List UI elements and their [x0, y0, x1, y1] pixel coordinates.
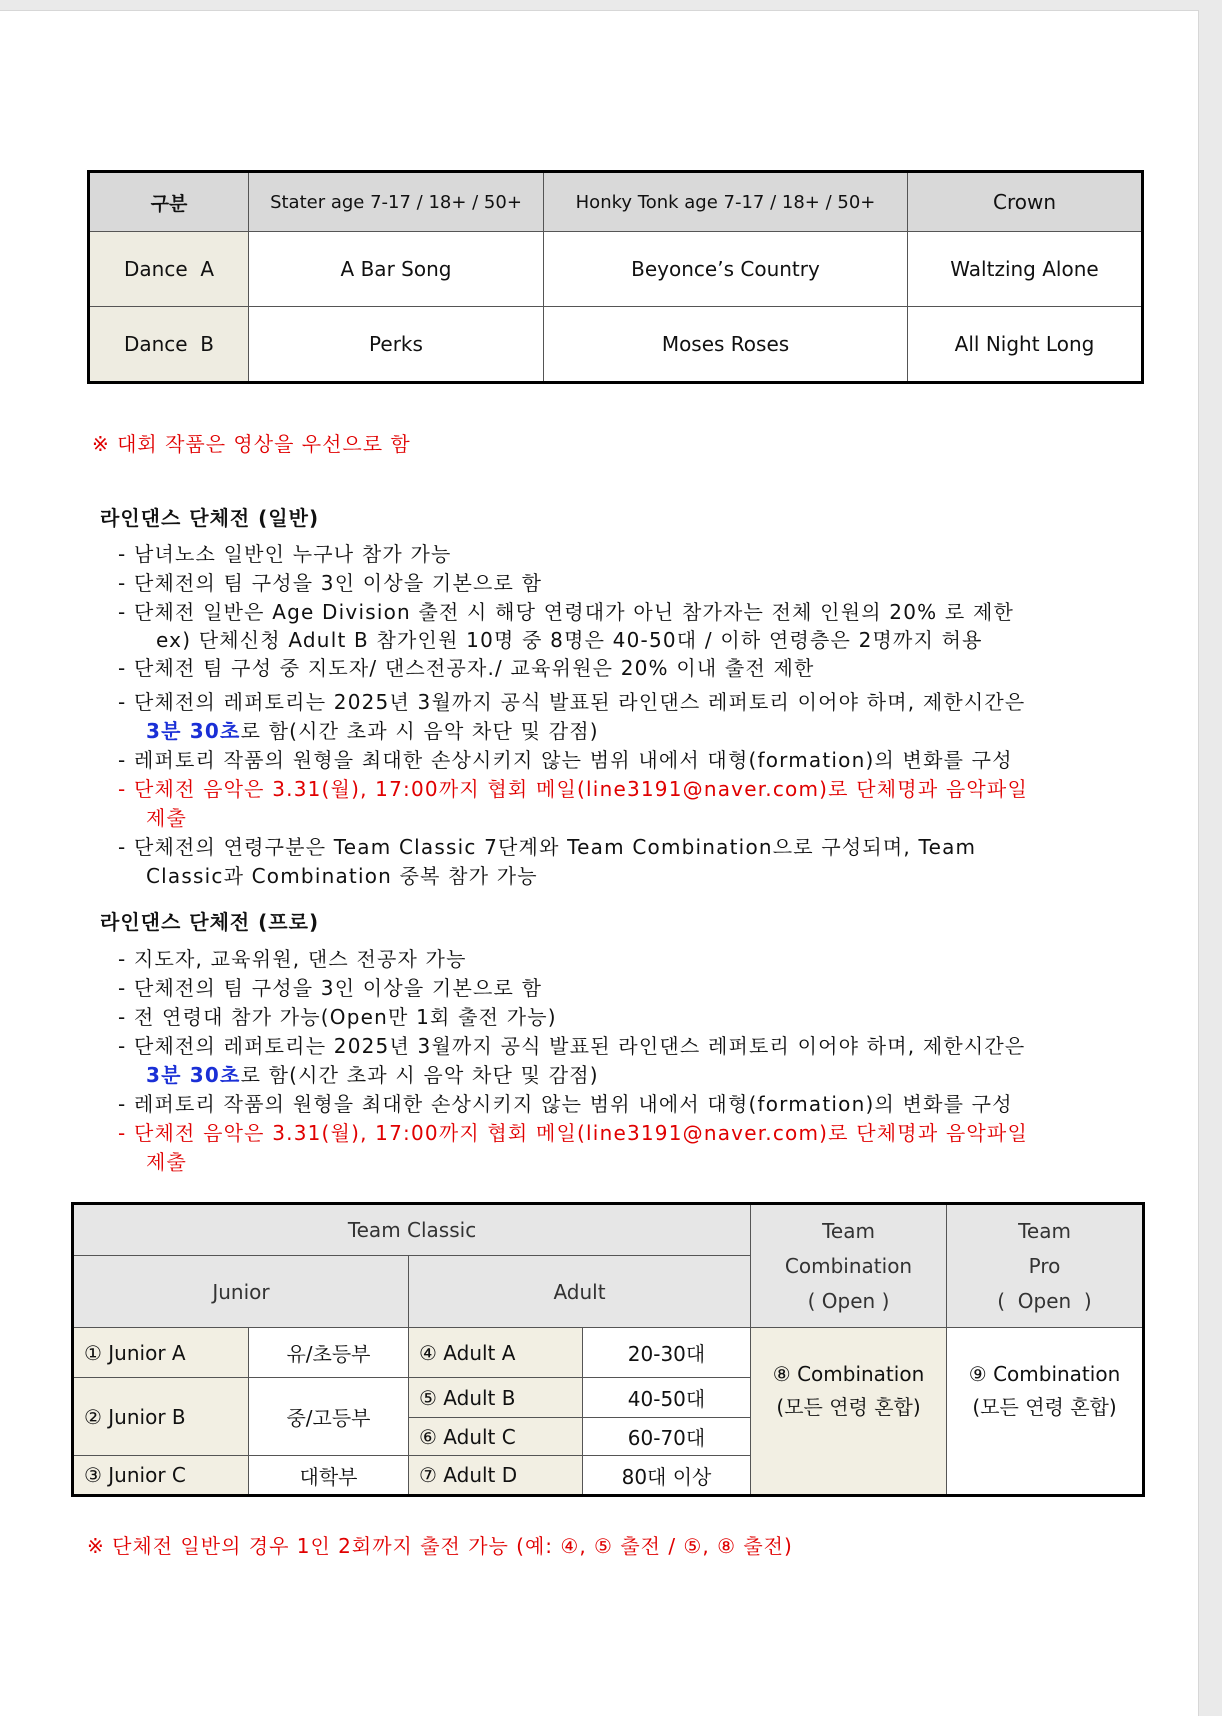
team-classic-header: Team Classic [73, 1204, 751, 1256]
list-item: - 단체전의 연령구분은 Team Classic 7단계와 Team Combination으로 구성되며, Team Classic과 Combination 중복 참가 가능 [118, 835, 977, 888]
list-item: - 단체전의 팀 구성을 3인 이상을 기본으로 함 [118, 571, 543, 595]
song-cell: A Bar Song [249, 232, 544, 307]
junior-division: ① Junior A [73, 1328, 249, 1378]
table-row [89, 232, 1143, 307]
song-cell: Moses Roses [544, 307, 908, 383]
list-item: - 전 연령대 참가 가능(Open만 1회 출전 가능) [118, 1005, 557, 1029]
section-title-pro: 라인댄스 단체전 (프로) [100, 910, 320, 934]
list-item: - 레퍼토리 작품의 원형을 최대한 손상시키지 않는 범위 내에서 대형(formation)의 변화를 구성 [118, 1092, 1013, 1116]
row-label: Dance A [89, 232, 249, 307]
video-note: ※ 대회 작품은 영상을 우선으로 함 [92, 432, 411, 456]
pro-rules-list [118, 945, 1148, 1177]
list-item: - 지도자, 교육위원, 댄스 전공자 가능 [118, 947, 467, 971]
list-item: - 단체전 음악은 3.31(월), 17:00까지 협회 메일(line3191@naver.com)로 단체명과 음악파일 제출 [118, 777, 1028, 830]
song-cell: Beyonce’s Country [544, 232, 908, 307]
header-crown: Crown [908, 172, 1143, 232]
junior-group: 유/초등부 [249, 1328, 409, 1378]
list-item: - 레퍼토리 작품의 원형을 최대한 손상시키지 않는 범위 내에서 대형(formation)의 변화를 구성 [118, 748, 1013, 772]
team-combination-header: Team Combination ( Open ) [751, 1204, 947, 1328]
song-cell: Perks [249, 307, 544, 383]
header-honky-tonk: Honky Tonk age 7-17 / 18+ / 50+ [544, 172, 908, 232]
song-cell: All Night Long [908, 307, 1143, 383]
list-item: - 단체전의 팀 구성을 3인 이상을 기본으로 함 [118, 976, 543, 1000]
combination-cell: ⑧ Combination (모든 연령 혼합) [751, 1328, 947, 1496]
song-table [87, 170, 1144, 384]
adult-age: 40-50대 [583, 1378, 751, 1418]
list-item: - 단체전의 레퍼토리는 2025년 3월까지 공식 발표된 라인댄스 레퍼토리 이어야 하며, 제한시간은 3분 30초로 함(시간 초과 시 음악 차단 및 감점) [118, 690, 1026, 743]
adult-age: 20-30대 [583, 1328, 751, 1378]
adult-age: 60-70대 [583, 1418, 751, 1456]
adult-division: ④ Adult A [409, 1328, 583, 1378]
table-row [89, 307, 1143, 383]
adult-division: ⑤ Adult B [409, 1378, 583, 1418]
row-label: Dance B [89, 307, 249, 383]
header-category: 구분 [89, 172, 249, 232]
header-stater: Stater age 7-17 / 18+ / 50+ [249, 172, 544, 232]
general-rules-list [118, 540, 1148, 891]
song-cell: Waltzing Alone [908, 232, 1143, 307]
list-item: - 단체전의 레퍼토리는 2025년 3월까지 공식 발표된 라인댄스 레퍼토리 이어야 하며, 제한시간은 3분 30초로 함(시간 초과 시 음악 차단 및 감점) [118, 1034, 1026, 1087]
division-table [71, 1202, 1145, 1497]
adult-division: ⑥ Adult C [409, 1418, 583, 1456]
team-pro-header: Team Pro ( Open ) [947, 1204, 1144, 1328]
adult-age: 80대 이상 [583, 1456, 751, 1496]
junior-group: 중/고등부 [249, 1378, 409, 1456]
adult-header: Adult [409, 1256, 751, 1328]
junior-division: ② Junior B [73, 1378, 249, 1456]
list-item: - 남녀노소 일반인 누구나 참가 가능 [118, 542, 452, 566]
junior-header: Junior [73, 1256, 409, 1328]
bottom-note: ※ 단체전 일반의 경우 1인 2회까지 출전 가능 (예: ④, ⑤ 출전 / ⑤, ⑧ 출전) [87, 1534, 793, 1558]
junior-group: 대학부 [249, 1456, 409, 1496]
adult-division: ⑦ Adult D [409, 1456, 583, 1496]
song-table-header [89, 172, 1143, 232]
section-title-general: 라인댄스 단체전 (일반) [100, 506, 320, 530]
pro-cell: ⑨ Combination (모든 연령 혼합) [947, 1328, 1144, 1496]
list-item: - 단체전 음악은 3.31(월), 17:00까지 협회 메일(line3191@naver.com)로 단체명과 음악파일 제출 [118, 1121, 1028, 1174]
junior-division: ③ Junior C [73, 1456, 249, 1496]
list-item: - 단체전 팀 구성 중 지도자/ 댄스전공자./ 교육위원은 20% 이내 출전 제한 [118, 656, 815, 680]
list-item: - 단체전 일반은 Age Division 출전 시 해당 연령대가 아닌 참가자는 전체 인원의 20% 로 제한 ex) 단체신청 Adult B 참가인원 10명 중 8명은 40-50대 / 이하 연령층은 2명까지 허용 [118, 600, 1015, 652]
